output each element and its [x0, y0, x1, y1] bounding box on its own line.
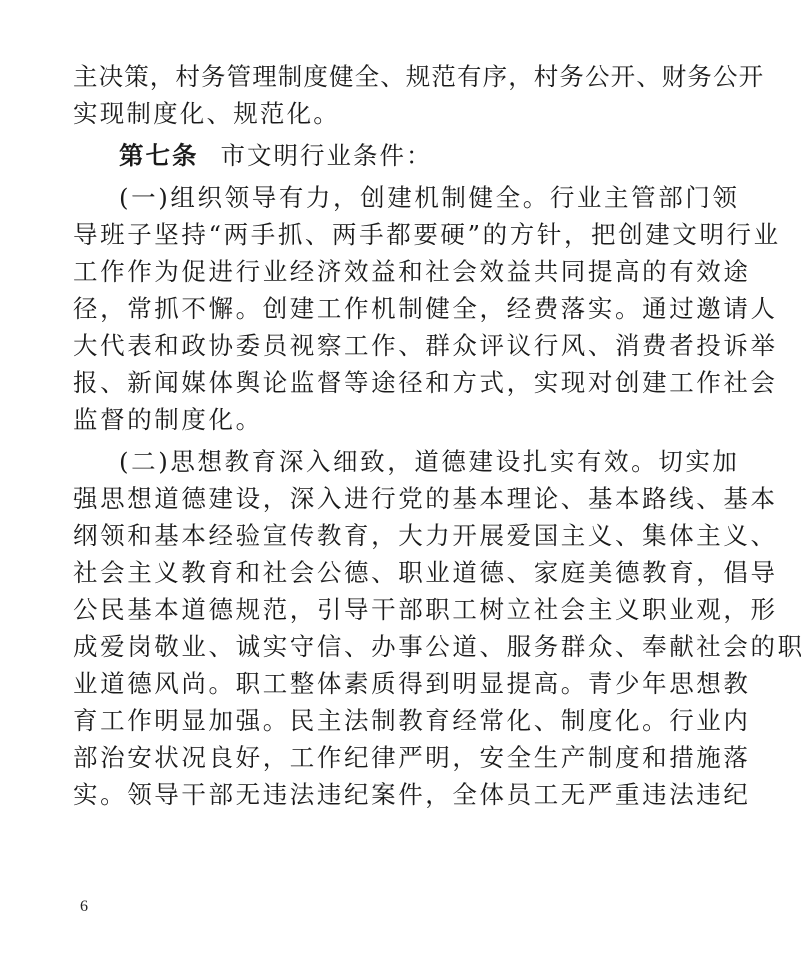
paragraph-first-line: (二)思想教育深入细致，道德建设扎实有效。切实加 — [119, 447, 740, 476]
article-heading — [73, 137, 639, 174]
body-text-line: 实。领导干部无违法违纪案件，全体员工无严重违法违纪 — [73, 780, 751, 809]
body-text-line: 工作作为促进行业经济效益和社会效益共同提高的有效途 — [73, 257, 751, 286]
paragraph-first-line: (一)组织领导有力，创建机制健全。行业主管部门领 — [119, 183, 740, 212]
body-text-line: 育工作明显加强。民主法制教育经常化、制度化。行业内 — [73, 706, 751, 735]
body-text-line: 纲领和基本经验宣传教育，大力开展爱国主义、集体主义、 — [73, 521, 778, 550]
body-text-line: 强思想道德建设，深入进行党的基本理论、基本路线、基本 — [73, 484, 778, 513]
body-text-line: 实现制度化、规范化。 — [73, 99, 340, 128]
body-text-line: 公民基本道德规范，引导干部职工树立社会主义职业观，形 — [73, 595, 778, 624]
body-text-line: 业道德风尚。职工整体素质得到明显提高。青少年思想教 — [73, 669, 751, 698]
body-text-line: 报、新闻媒体舆论监督等途径和方式，实现对创建工作社会 — [73, 368, 778, 397]
body-text-line: 径，常抓不懈。创建工作机制健全，经费落实。通过邀请人 — [73, 294, 778, 323]
body-text-line: 社会主义教育和社会公德、职业道德、家庭美德教育，倡导 — [73, 558, 778, 587]
body-text-line: 主决策，村务管理制度健全、规范有序，村务公开、财务公开 — [73, 62, 765, 91]
document-page — [73, 58, 805, 813]
body-text-line: 大代表和政协委员视察工作、群众评议行风、消费者投诉举 — [73, 331, 778, 360]
body-text-line: 导班子坚持“两手抓、两手都要硬”的方针，把创建文明行业 — [73, 220, 781, 249]
page-number: 6 — [80, 898, 88, 915]
article-title: 市文明行业条件： — [220, 141, 433, 170]
body-text-line: 监督的制度化。 — [73, 405, 263, 434]
body-text-line: 成爱岗敬业、诚实守信、办事公道、服务群众、奉献社会的职 — [73, 632, 805, 661]
article-number: 第七条 — [119, 141, 199, 170]
body-text-line: 部治安状况良好，工作纪律严明，安全生产制度和措施落 — [73, 743, 751, 772]
